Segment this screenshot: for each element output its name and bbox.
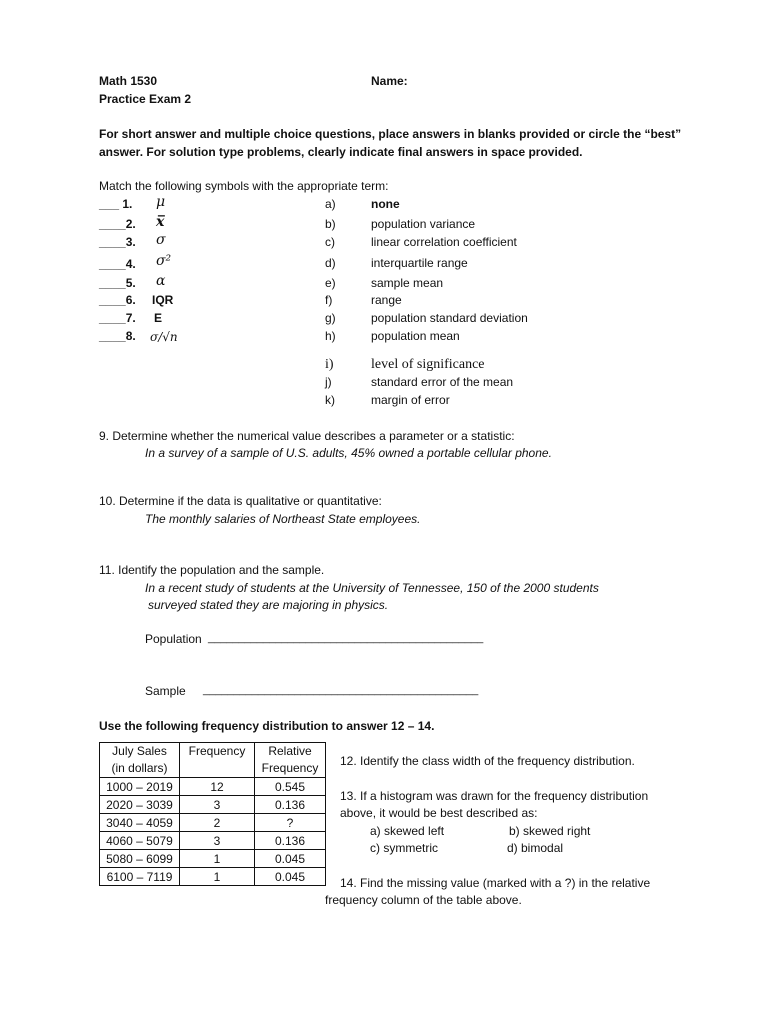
course-title: Math 1530 xyxy=(99,74,158,88)
term-i: level of significance xyxy=(371,357,485,372)
term-e: sample mean xyxy=(371,276,444,290)
symbol-sigma: σ xyxy=(156,232,166,248)
term-letter-b: b) xyxy=(325,217,336,231)
question-9-text: In a survey of a sample of U.S. adults, 45% owned a portable cellular phone. xyxy=(145,446,552,460)
match-blank-6: ____6. xyxy=(99,293,136,307)
header-relative-frequency: Relative Frequency xyxy=(255,743,326,778)
symbol-alpha: α xyxy=(156,273,166,289)
cell-class: 1000 – 2019 xyxy=(100,778,180,796)
term-d: interquartile range xyxy=(371,256,468,270)
cell-class: 5080 – 6099 xyxy=(100,850,180,868)
table-row xyxy=(100,814,326,832)
cell-relative-frequency: 0.545 xyxy=(255,778,326,796)
term-letter-a: a) xyxy=(325,197,336,211)
match-blank-4: ____4. xyxy=(99,257,136,271)
matching-prompt: Match the following symbols with the appropriate term: xyxy=(99,179,389,193)
cell-relative-frequency: 0.136 xyxy=(255,796,326,814)
table-row xyxy=(100,850,326,868)
match-blank-3: ____3. xyxy=(99,235,136,249)
sample-answer-line: _____________________________________________ xyxy=(203,684,479,696)
cell-relative-frequency: 0.045 xyxy=(255,868,326,886)
cell-relative-frequency: 0.136 xyxy=(255,832,326,850)
term-letter-h: h) xyxy=(325,329,336,343)
question-12: 12. Identify the class width of the frequency distribution. xyxy=(340,754,635,768)
match-blank-7: ____7. xyxy=(99,311,136,325)
question-11-text-1: In a recent study of students at the University of Tennessee, 150 of the 2000 students xyxy=(145,581,599,595)
name-label: Name: xyxy=(371,74,408,88)
match-blank-8: ____8. xyxy=(99,329,136,343)
cell-frequency: 3 xyxy=(180,796,255,814)
option-b: b) skewed right xyxy=(509,824,591,838)
cell-frequency: 2 xyxy=(180,814,255,832)
symbol-iqr: IQR xyxy=(152,293,174,307)
match-blank-2: ____2. xyxy=(99,217,136,231)
term-h: population mean xyxy=(371,329,460,343)
symbol-e: E xyxy=(154,311,163,325)
symbol-sigma-squared: σ² xyxy=(156,253,172,269)
instructions-line-2: answer. For solution type problems, clearly indicate final answers in space provided. xyxy=(99,145,583,159)
question-14-line-2: frequency column of the table above. xyxy=(325,893,522,907)
table-row xyxy=(100,832,326,850)
cell-relative-frequency: ? xyxy=(255,814,326,832)
term-j: standard error of the mean xyxy=(371,375,514,389)
term-f: range xyxy=(371,293,402,307)
symbol-x-bar: x̅ xyxy=(156,214,165,230)
question-10-text: The monthly salaries of Northeast State employees. xyxy=(145,512,421,526)
term-letter-i: i) xyxy=(325,357,334,372)
cell-frequency: 1 xyxy=(180,850,255,868)
term-c: linear correlation coefficient xyxy=(371,235,517,249)
header-frequency: Frequency xyxy=(180,743,255,778)
term-letter-k: k) xyxy=(325,393,335,407)
header-july-sales: July Sales (in dollars) xyxy=(100,743,180,778)
symbol-mu: μ xyxy=(156,194,166,210)
term-letter-f: f) xyxy=(325,293,333,307)
question-14-line-1: 14. Find the missing value (marked with a ?) in the relative xyxy=(340,876,651,890)
question-9: 9. Determine whether the numerical value describes a parameter or a statistic: xyxy=(99,429,515,443)
table-row xyxy=(100,796,326,814)
term-a: none xyxy=(371,197,400,211)
term-k: margin of error xyxy=(371,393,450,407)
symbol-sigma-over-root-n: σ/√n xyxy=(150,330,178,344)
cell-class: 2020 – 3039 xyxy=(100,796,180,814)
match-blank-5: ____5. xyxy=(99,276,136,290)
frequency-intro: Use the following frequency distribution to answer 12 – 14. xyxy=(99,719,435,733)
cell-frequency: 1 xyxy=(180,868,255,886)
question-11-text-2: surveyed stated they are majoring in physics. xyxy=(148,598,389,612)
table-row xyxy=(100,868,326,886)
population-answer-line: _____________________________________________ xyxy=(208,632,484,644)
term-letter-c: c) xyxy=(325,235,335,249)
cell-class: 4060 – 5079 xyxy=(100,832,180,850)
exam-title: Practice Exam 2 xyxy=(99,92,192,106)
option-d: d) bimodal xyxy=(507,841,564,855)
term-letter-g: g) xyxy=(325,311,336,325)
cell-relative-frequency: 0.045 xyxy=(255,850,326,868)
cell-frequency: 3 xyxy=(180,832,255,850)
term-g: population standard deviation xyxy=(371,311,528,325)
option-c: c) symmetric xyxy=(370,841,438,855)
cell-frequency: 12 xyxy=(180,778,255,796)
sample-label: Sample xyxy=(145,684,186,698)
cell-class: 6100 – 7119 xyxy=(100,868,180,886)
term-letter-e: e) xyxy=(325,276,336,290)
match-blank-1: ___ 1. xyxy=(99,197,133,211)
term-letter-j: j) xyxy=(325,375,332,389)
question-10: 10. Determine if the data is qualitative or quantitative: xyxy=(99,494,382,508)
population-label: Population xyxy=(145,632,202,646)
table-header-row xyxy=(100,743,326,778)
question-13-line-2: above, it would be best described as: xyxy=(340,806,538,820)
table-row xyxy=(100,778,326,796)
term-letter-d: d) xyxy=(325,256,336,270)
frequency-table xyxy=(99,742,326,886)
question-11: 11. Identify the population and the sample. xyxy=(99,563,325,577)
question-13-line-1: 13. If a histogram was drawn for the frequency distribution xyxy=(340,789,649,803)
instructions-line-1: For short answer and multiple choice questions, place answers in blanks provided or circle the “best” xyxy=(99,127,682,141)
cell-class: 3040 – 4059 xyxy=(100,814,180,832)
term-b: population variance xyxy=(371,217,476,231)
option-a: a) skewed left xyxy=(370,824,445,838)
